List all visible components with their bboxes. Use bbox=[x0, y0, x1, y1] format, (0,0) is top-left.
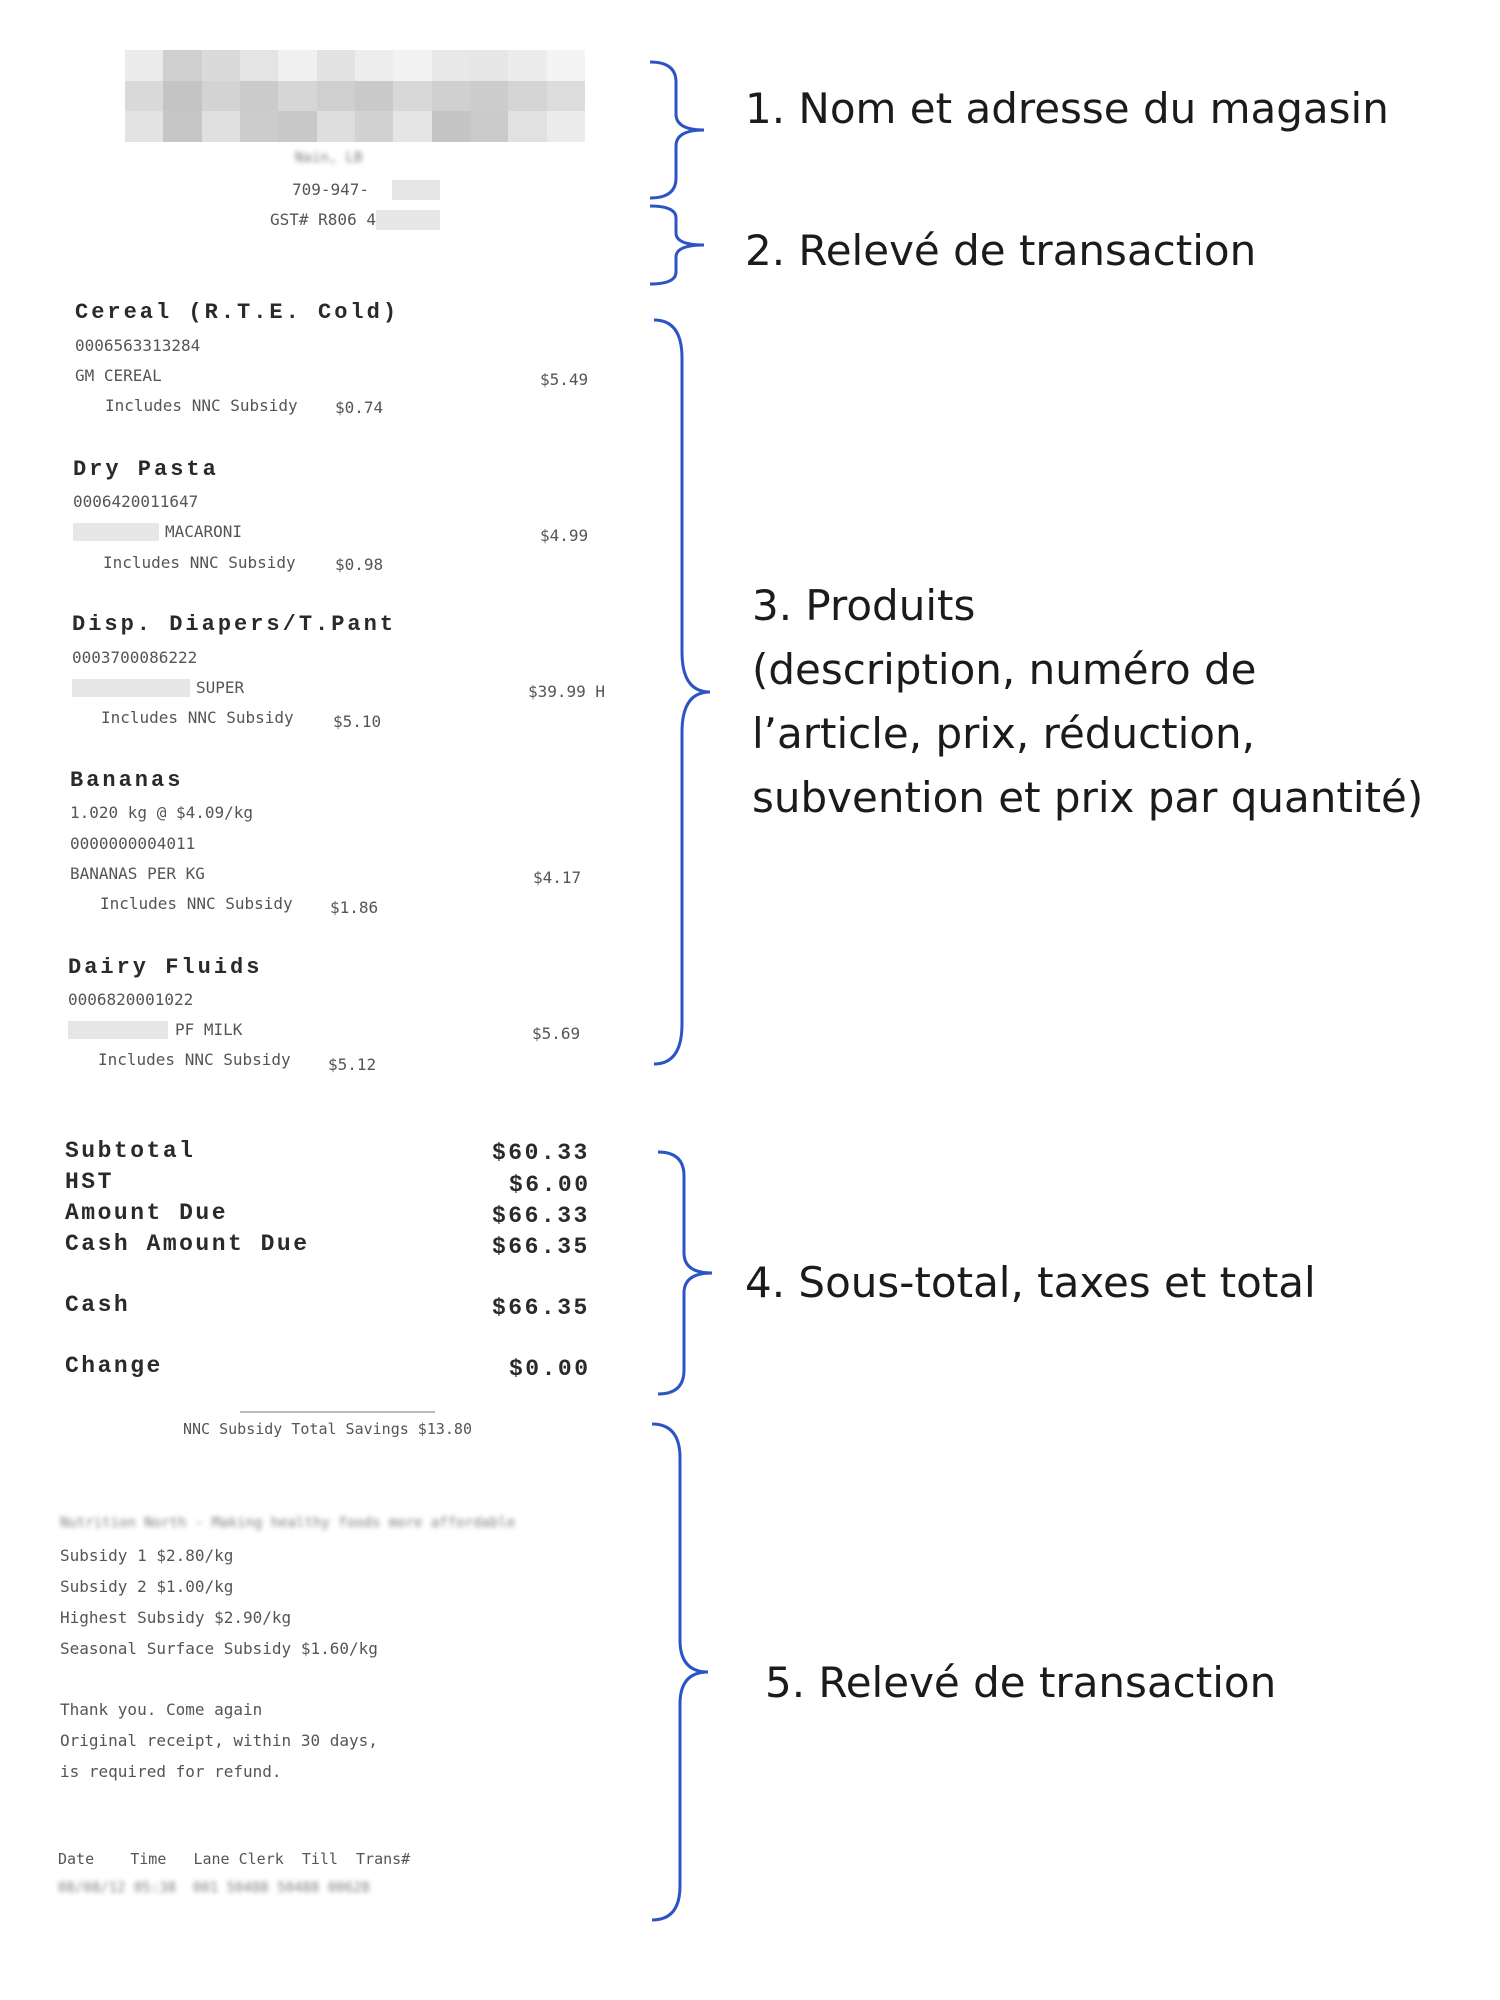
item-subsidy-amount: $0.98 bbox=[335, 555, 384, 574]
item-category: Bananas bbox=[70, 768, 184, 793]
cash-amount-due-value: $66.35 bbox=[492, 1234, 590, 1260]
program-line: Nutrition North - Making healthy foods more affordable bbox=[60, 1515, 516, 1531]
subsidy-line: Subsidy 1 $2.80/kg bbox=[60, 1546, 234, 1565]
subtotal-label: Subtotal bbox=[65, 1138, 196, 1164]
redacted-brand bbox=[68, 1021, 168, 1039]
annotation-section-1: 1. Nom et adresse du magasin bbox=[745, 84, 1389, 133]
hst-value: $6.00 bbox=[509, 1172, 591, 1198]
subsidy-line: Subsidy 2 $1.00/kg bbox=[60, 1577, 234, 1596]
brace-section-3 bbox=[644, 318, 724, 1066]
item-subsidy-label: Includes NNC Subsidy bbox=[100, 894, 293, 913]
redacted-store-logo bbox=[125, 50, 585, 142]
annotation-section-5: 5. Relevé de transaction bbox=[765, 1658, 1277, 1707]
subsidy-line: Seasonal Surface Subsidy $1.60/kg bbox=[60, 1639, 378, 1658]
brace-section-5 bbox=[642, 1422, 722, 1922]
item-category: Dry Pasta bbox=[73, 457, 219, 482]
item-category: Disp. Diapers/T.Pant bbox=[72, 612, 397, 637]
refund-policy-line: is required for refund. bbox=[60, 1762, 282, 1781]
item-price: $4.99 bbox=[540, 526, 589, 545]
item-subsidy-label: Includes NNC Subsidy bbox=[103, 553, 296, 572]
savings-total-line: NNC Subsidy Total Savings $13.80 bbox=[183, 1420, 472, 1438]
item-name: BANANAS PER KG bbox=[70, 864, 205, 883]
change-value: $0.00 bbox=[509, 1356, 591, 1382]
annotation-section-4: 4. Sous-total, taxes et total bbox=[745, 1258, 1316, 1307]
refund-policy-line: Original receipt, within 30 days, bbox=[60, 1731, 378, 1750]
redacted-phone-suffix bbox=[392, 180, 440, 200]
item-subsidy-amount: $5.12 bbox=[328, 1055, 377, 1074]
item-price: $5.69 bbox=[532, 1024, 581, 1043]
item-upc: 0006563313284 bbox=[75, 336, 201, 355]
annotation-section-2: 2. Relevé de transaction bbox=[745, 226, 1257, 275]
item-name: GM CEREAL bbox=[75, 366, 162, 385]
item-upc: 0006420011647 bbox=[73, 492, 199, 511]
separator-line bbox=[240, 1411, 435, 1413]
hst-label: HST bbox=[65, 1169, 114, 1195]
redacted-gst-suffix bbox=[376, 210, 440, 230]
change-label: Change bbox=[65, 1353, 163, 1379]
item-category: Dairy Fluids bbox=[68, 955, 263, 980]
item-price: $4.17 bbox=[533, 868, 582, 887]
receipt-image bbox=[0, 0, 680, 2000]
cash-amount-due-label: Cash Amount Due bbox=[65, 1231, 310, 1257]
redacted-brand bbox=[72, 679, 190, 697]
amount-due-value: $66.33 bbox=[492, 1203, 590, 1229]
item-subsidy-label: Includes NNC Subsidy bbox=[98, 1050, 291, 1069]
transaction-columns-header: Date Time Lane Clerk Till Trans# bbox=[58, 1850, 411, 1868]
annotation-section-3: 3. Produits (description, numéro de l’article, prix, réduction, subvention et prix par quantité) bbox=[752, 581, 1424, 822]
cash-label: Cash bbox=[65, 1292, 131, 1318]
brace-section-4 bbox=[648, 1150, 728, 1396]
subsidy-line: Highest Subsidy $2.90/kg bbox=[60, 1608, 292, 1627]
subtotal-value: $60.33 bbox=[492, 1140, 590, 1166]
thanks-line: Thank you. Come again bbox=[60, 1700, 263, 1719]
item-subsidy-amount: $0.74 bbox=[335, 398, 384, 417]
item-weight-line: 1.020 kg @ $4.09/kg bbox=[70, 803, 254, 822]
item-price: $39.99 H bbox=[528, 682, 606, 701]
item-category: Cereal (R.T.E. Cold) bbox=[75, 300, 400, 325]
item-name: SUPER bbox=[196, 678, 245, 697]
amount-due-label: Amount Due bbox=[65, 1200, 229, 1226]
brace-section-2 bbox=[640, 204, 720, 286]
item-upc: 0003700086222 bbox=[72, 648, 198, 667]
store-location-line: Nain, LB bbox=[295, 150, 363, 166]
item-upc: 0000000004011 bbox=[70, 834, 196, 853]
item-subsidy-label: Includes NNC Subsidy bbox=[101, 708, 294, 727]
transaction-columns-values: 08/08/12 05:38 001 50488 50488 00628 bbox=[58, 1880, 370, 1896]
redacted-brand bbox=[73, 523, 159, 541]
item-name: MACARONI bbox=[165, 522, 243, 541]
gst-number: GST# R806 4 bbox=[270, 210, 376, 229]
item-price: $5.49 bbox=[540, 370, 589, 389]
item-subsidy-label: Includes NNC Subsidy bbox=[105, 396, 298, 415]
cash-value: $66.35 bbox=[492, 1295, 590, 1321]
item-upc: 0006820001022 bbox=[68, 990, 194, 1009]
item-subsidy-amount: $5.10 bbox=[333, 712, 382, 731]
brace-section-1 bbox=[640, 60, 720, 200]
store-phone: 709-947- bbox=[292, 180, 370, 199]
item-name: PF MILK bbox=[175, 1020, 243, 1039]
item-subsidy-amount: $1.86 bbox=[330, 898, 379, 917]
